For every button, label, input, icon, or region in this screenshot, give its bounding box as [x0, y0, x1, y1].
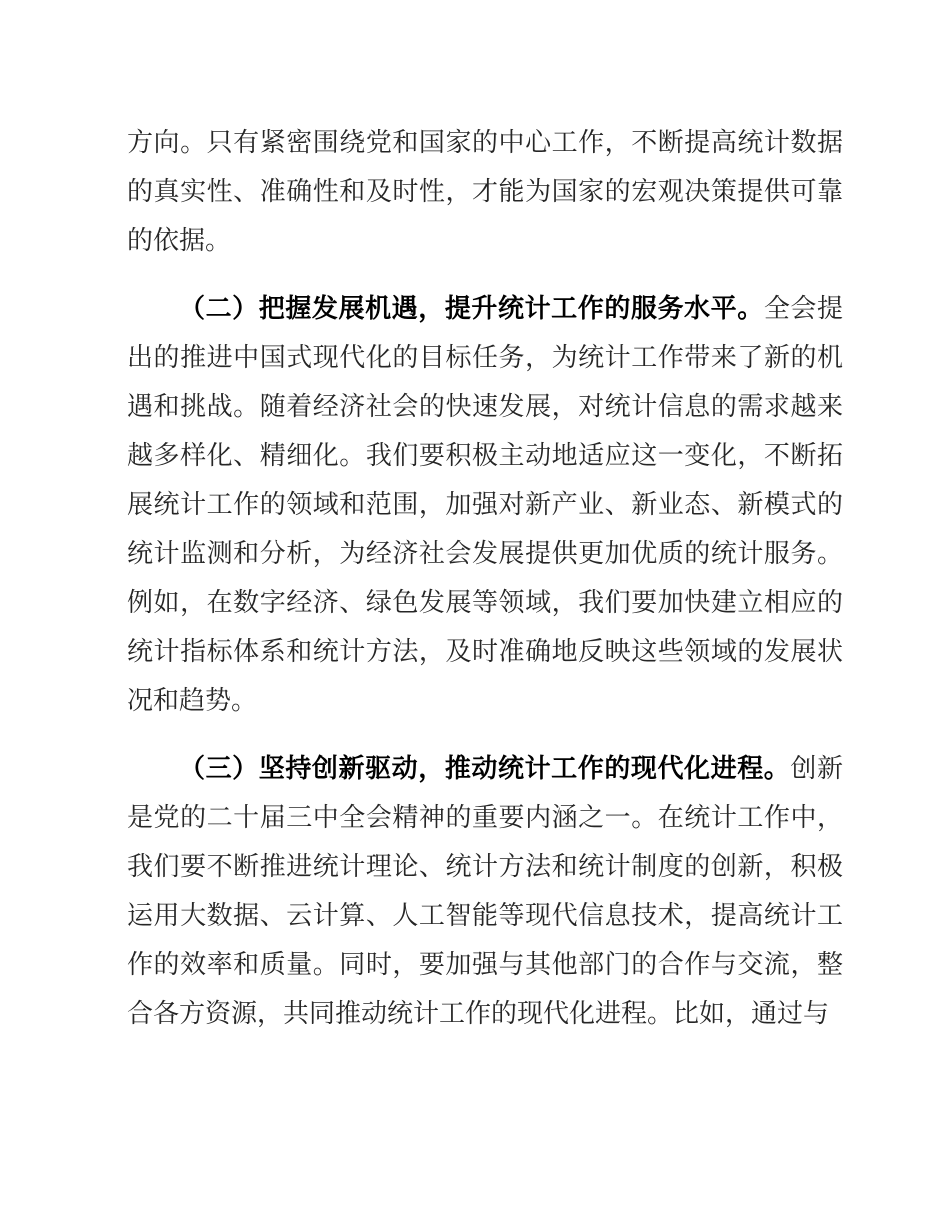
section-heading-run: （三）坚持创新驱动，推动统计工作的现代化进程。	[179, 753, 791, 783]
section-heading-run: （二）把握发展机遇，提升统计工作的服务水平。	[179, 293, 764, 323]
body-text-run: 方向。只有紧密围绕党和国家的中心工作，不断提高统计数据的真实性、准确性和及时性，才能为国家的宏观决策提供可靠的依据。	[127, 127, 843, 255]
paragraph	[127, 744, 843, 1038]
paragraph	[127, 284, 843, 725]
document-body	[127, 118, 843, 1038]
paragraph	[127, 118, 843, 265]
body-text-run: 创新是党的二十届三中全会精神的重要内涵之一。在统计工作中，我们要不断推进统计理论、统计方法和统计制度的创新，积极运用大数据、云计算、人工智能等现代信息技术，提高统计工作的效率和质量。同时，要加强与其他部门的合作与交流，整合各方资源，共同推动统计工作的现代化进程。比如，通过与	[127, 753, 843, 1028]
body-text-run: 全会提出的推进中国式现代化的目标任务，为统计工作带来了新的机遇和挑战。随着经济社会的快速发展，对统计信息的需求越来越多样化、精细化。我们要积极主动地适应这一变化，不断拓展统计工作的领域和范围，加强对新产业、新业态、新模式的统计监测和分析，为经济社会发展提供更加优质的统计服务。例如，在数字经济、绿色发展等领域，我们要加快建立相应的统计指标体系和统计方法，及时准确地反映这些领域的发展状况和趋势。	[127, 293, 843, 715]
